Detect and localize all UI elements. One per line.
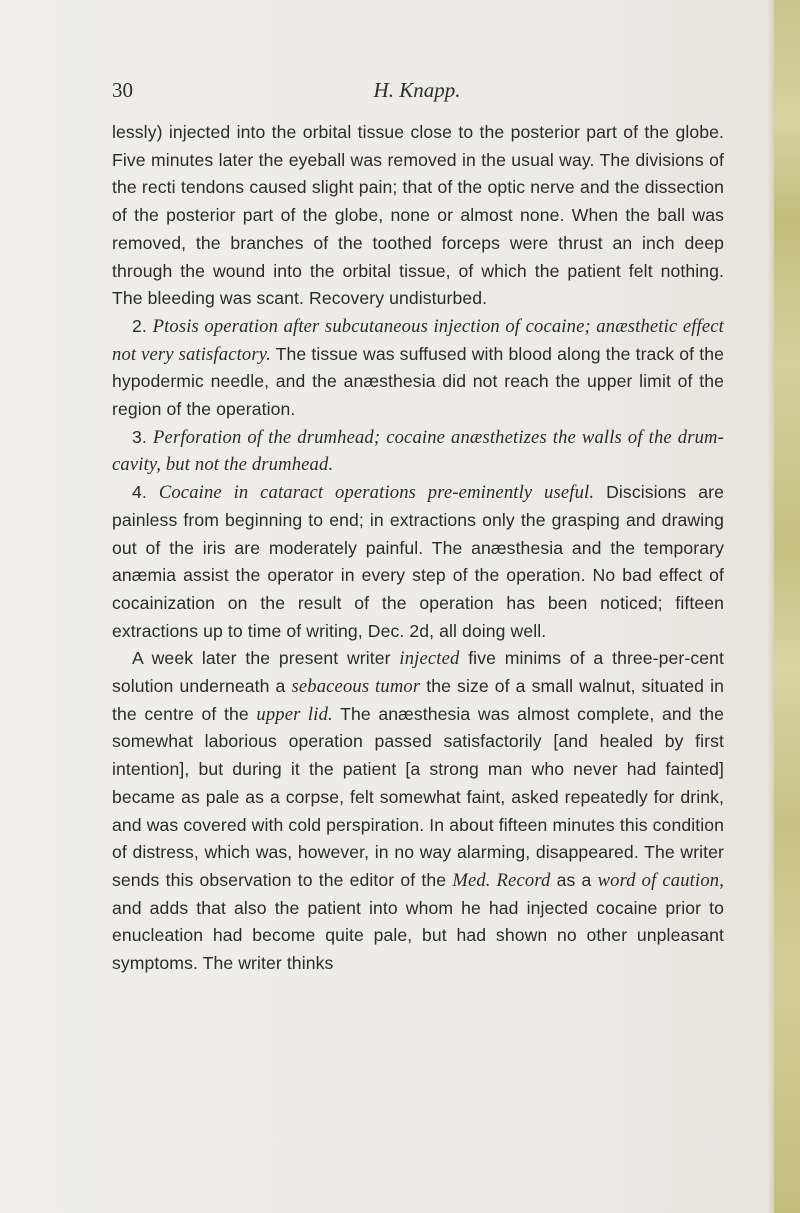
text-segment: five minims of a three-per-cent solution underneath a	[112, 648, 724, 697]
page-number: 30	[112, 78, 133, 102]
text-segment: and adds that also the patient into whom he had injected cocaine prior to enucleation had become quite pale, but had shown no other unpleasant symptoms. The writer thinks	[112, 897, 724, 974]
text-segment: 4.	[132, 482, 159, 503]
italic-term: upper lid.	[256, 703, 333, 725]
body-text	[112, 119, 724, 978]
running-head: H. Knapp.	[373, 78, 461, 102]
text-segment: lessly) injected into the orbital tissue close to the posterior part of the globe. Five minutes later the eyeball was removed in the usual way. The divisions of the recti tendons caused slight pain; that of the optic nerve and the dissection of the posterior part of the globe, none or almost none. When the ball was removed, the branches of the toothed forceps were thrust an inch deep through the wound into the orbital tissue, of which the patient felt nothing. The bleeding was scant. Recovery undisturbed.	[112, 122, 724, 309]
text-segment: The tissue was suffused with blood along the track of the hypodermic needle, and the anæsthesia did not reach the upper limit of the region of the operation.	[112, 343, 724, 420]
italic-heading: Perforation of the drumhead; cocaine anæsthetizes the walls of the drum-cavity, but not the drumhead.	[112, 426, 724, 476]
page-edge-stain	[774, 0, 800, 1213]
text-segment: as a	[550, 869, 598, 890]
italic-term: word of caution,	[597, 869, 725, 891]
italic-heading: Ptosis operation after subcutaneous injection of cocaine; anæsthetic effect not very satisfactory.	[112, 315, 724, 365]
paragraph-item-4	[112, 479, 724, 645]
paragraph-item-3	[112, 424, 724, 479]
italic-heading: Cocaine in cataract operations pre-eminently useful.	[158, 482, 595, 504]
text-segment: the size of a small walnut, situated in the centre of the	[112, 676, 724, 724]
paragraph-item-2	[112, 313, 724, 424]
paragraph-observation	[112, 645, 724, 977]
text-segment: A week later the present writer	[132, 648, 400, 669]
italic-term: sebaceous tumor	[291, 676, 421, 698]
text-segment: 3.	[132, 426, 154, 447]
paragraph-continuation	[112, 119, 724, 313]
page-header	[112, 78, 722, 114]
italic-term: injected	[399, 648, 460, 670]
text-segment: The anæsthesia was almost complete, and the somewhat laborious operation passed satisfactorily [and healed by first intention], but during it the patient [a strong man who never had fainted] became as pale as a corpse, felt somewhat faint, asked repeatedly for drink, and was covered with cold perspiration. In about fifteen minutes this condition of distress, which was, however, in no way alarming, disappeared. The writer sends this observation to the editor of the	[112, 703, 724, 890]
text-segment: Discisions are painless from beginning to end; in extractions only the grasping and drawing out of the iris are moderately painful. The anæsthesia and the temporary anæmia assist the operator in every step of the operation. No bad effect of cocainization on the result of the operation has been noticed; fifteen extractions up to time of writing, Dec. 2d, all doing well.	[112, 482, 724, 641]
text-segment: 2.	[132, 315, 153, 336]
italic-term: Med. Record	[452, 869, 551, 891]
